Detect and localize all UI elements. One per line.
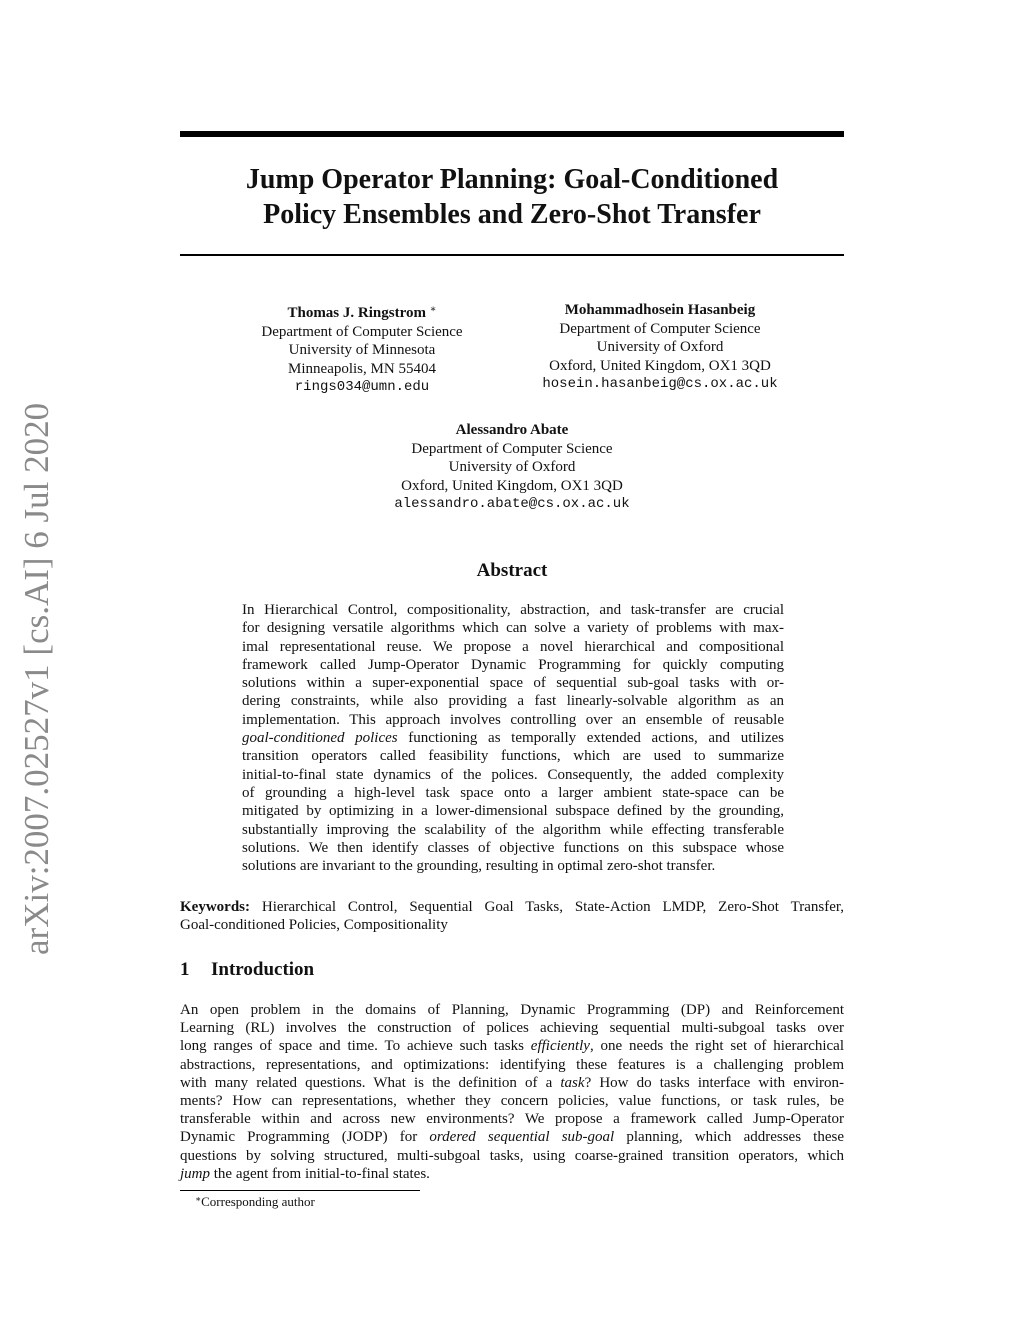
intro-text: planning, which addresses these: [626, 1129, 845, 1146]
intro-text: long ranges of space and time. To achieve such tasks: [180, 1038, 524, 1055]
abstract-line: solutions within a super-exponential space of sequential sub-goal tasks with or-: [242, 675, 784, 692]
title-bottom-rule: [180, 254, 844, 256]
intro-text: the agent from initial-to-final states.: [213, 1165, 430, 1182]
abstract-emphasis: goal-conditioned polices: [242, 730, 398, 747]
footnote-mark: ∗: [195, 1194, 202, 1204]
abstract-body: [242, 601, 784, 875]
keywords-line-2: Goal-conditioned Policies, Compositionality: [180, 917, 448, 934]
abstract-line: substantially improving the scalability of the algorithm while effecting transferable: [242, 821, 784, 838]
title-line-1: Jump Operator Planning: Goal-Conditioned: [245, 164, 779, 195]
abstract-line: dering constraints, while also providing a fast linearly-solvable algorithm as an: [242, 693, 784, 710]
abstract-line: solutions are invariant to the grounding, resulting in optimal zero-shot transfer.: [242, 858, 716, 875]
footnote-rule: [180, 1190, 420, 1191]
abstract-line: framework called Jump-Operator Dynamic Programming for quickly computing: [242, 656, 784, 673]
footnote: [195, 1194, 315, 1210]
author-address: Minneapolis, MN 55404: [288, 360, 436, 377]
abstract-line: solutions. We then identify classes of objective functions on this subspace whose: [242, 839, 784, 856]
intro-line: ments? How can representations, whether they concern policies, value functions, or task rules, be: [180, 1092, 844, 1109]
keywords-line-1: [180, 898, 844, 916]
abstract-line: [242, 729, 784, 747]
author-name: Alessandro Abate: [455, 422, 569, 438]
intro-text: , one needs the right set of hierarchical: [589, 1038, 845, 1055]
author-address: Oxford, United Kingdom, OX1 3QD: [549, 357, 771, 374]
abstract-line-rest: functioning as temporally extended actions, and utilizes: [408, 730, 785, 747]
author-block-1: [212, 301, 512, 397]
author-institution: University of Oxford: [596, 339, 724, 355]
footnote-text: Corresponding author: [201, 1194, 315, 1209]
author-department: Department of Computer Science: [559, 320, 761, 337]
author-block-2: [510, 301, 810, 394]
intro-emphasis: task: [560, 1074, 585, 1091]
arxiv-stamp: arXiv:2007.02527v1 [cs.AI] 6 Jul 2020: [17, 402, 56, 955]
intro-emphasis: efficiently: [530, 1038, 590, 1055]
intro-emphasis: ordered sequential sub-goal: [429, 1129, 615, 1146]
intro-text: Dynamic Programming (JODP) for: [180, 1129, 418, 1146]
abstract-line: of grounding a high-level task space onto a larger ambient state-space can be: [242, 784, 784, 801]
author-department: Department of Computer Science: [261, 323, 463, 340]
keywords-block: [180, 898, 844, 935]
intro-line: [180, 1074, 844, 1092]
title-line-2: Policy Ensembles and Zero-Shot Transfer: [263, 199, 761, 230]
author-block-3: [362, 421, 662, 514]
intro-line: Learning (RL) involves the construction of polices achieving sequential multi-subgoal tasks over: [180, 1020, 844, 1037]
intro-paragraph: [180, 1001, 844, 1183]
intro-line: transferable within and across new environments? We propose a framework called Jump-Operator: [180, 1111, 844, 1128]
author-name: Mohammadhosein Hasanbeig: [564, 302, 756, 318]
title-top-rule: [180, 131, 844, 137]
abstract-heading: Abstract: [476, 560, 548, 581]
section-number: 1: [180, 959, 190, 980]
abstract-line: initial-to-final state dynamics of the polices. Consequently, the added complexity: [242, 766, 784, 783]
intro-line: [180, 1037, 844, 1055]
intro-line: An open problem in the domains of Planning, Dynamic Programming (DP) and Reinforcement: [180, 1002, 844, 1018]
author-address: Oxford, United Kingdom, OX1 3QD: [401, 477, 623, 494]
author-department: Department of Computer Science: [411, 440, 613, 457]
intro-emphasis: jump: [180, 1165, 210, 1182]
abstract-line: transition operators called feasibility functions, which are used to summarize: [242, 748, 784, 765]
abstract-line: implementation. This approach involves controlling over an ensemble of reusable: [242, 711, 784, 728]
intro-line: questions by solving structured, multi-subgoal tasks, using coarse-grained transition operators, which: [180, 1147, 844, 1164]
paper-title: [180, 162, 844, 232]
abstract-line: for designing versatile algorithms which can solve a variety of problems with max-: [242, 620, 784, 637]
keywords-label: Keywords:: [180, 899, 250, 915]
intro-text: with many related questions. What is the definition of a: [180, 1074, 553, 1091]
author-email[interactable]: hosein.hasanbeig@cs.ox.ac.uk: [542, 376, 778, 392]
author-email[interactable]: rings034@umn.edu: [294, 379, 430, 395]
keywords-text-1: Hierarchical Control, Sequential Goal Tasks, State-Action LMDP, Zero-Shot Transfer,: [261, 899, 844, 915]
author-institution: University of Oxford: [448, 459, 576, 475]
section-heading: [180, 959, 314, 981]
abstract-line: In Hierarchical Control, compositionality, abstraction, and task-transfer are crucial: [242, 602, 784, 618]
author-footnote-mark: ∗: [429, 304, 437, 315]
intro-line: abstractions, representations, and optimizations: identifying these features is a challenging problem: [180, 1056, 844, 1073]
intro-line: [180, 1128, 844, 1146]
abstract-line: imal representational reuse. We propose a novel hierarchical and compositional: [242, 638, 784, 655]
intro-text: ? How do tasks interface with environ-: [584, 1074, 845, 1091]
intro-line: [180, 1165, 844, 1183]
abstract-line: mitigated by optimizing in a lower-dimensional subspace defined by the grounding,: [242, 803, 784, 820]
section-title: Introduction: [211, 959, 315, 980]
author-institution: University of Minnesota: [288, 342, 436, 358]
author-name: Thomas J. Ringstrom: [287, 305, 426, 321]
author-email[interactable]: alessandro.abate@cs.ox.ac.uk: [394, 496, 630, 512]
